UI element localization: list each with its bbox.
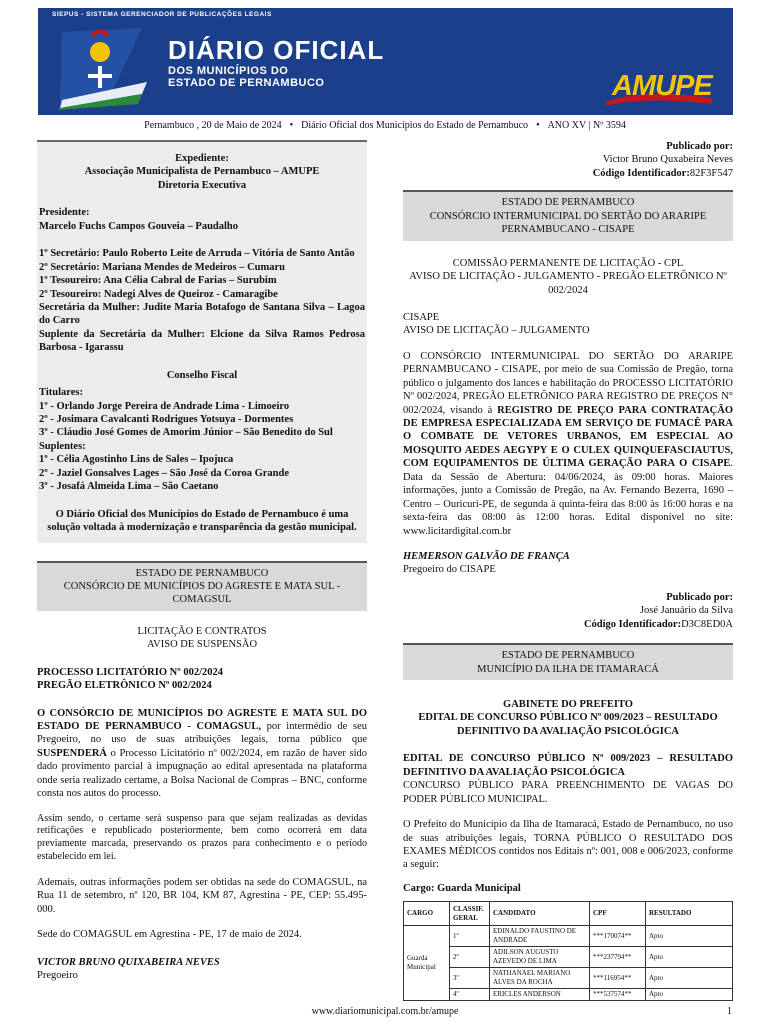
masthead-subtitle-line-2: ESTADO DE PERNAMBUCO	[168, 76, 325, 89]
council-holder: 2º - Josimara Cavalcanti Rodrigues Yotsuya - Dormentes	[39, 414, 294, 425]
table-header: CLASSIF. GERAL	[450, 902, 490, 926]
table-header: RESULTADO	[646, 902, 733, 926]
issue-separator: •	[536, 120, 540, 131]
cisape-subhead	[403, 311, 733, 338]
publisher-code-label: Código Identificador:	[592, 167, 690, 179]
mission-statement: O Diário Oficial dos Municípios do Estado de Pernambuco é uma solução voltada à modernização e transparência da gestão municipal.	[47, 508, 357, 534]
itamaraca-paragraph: O Prefeito do Município da Ilha de Itamaracá, Estado de Pernambuco, no uso de suas atribuições legais, TORNA PÚBLICO O RESULTADO DOS EXAMES MÉDICOS contidos nos Editais nº: 001, 008 e 006/2023, conforme a seguir:	[403, 819, 733, 871]
comagsul-p1-a: por intermédio de seu Pregoeiro, no uso de suas atribuições legais, torna público que	[37, 721, 367, 746]
cisape-subhead-1: CISAPE	[403, 311, 440, 323]
expediente-board: Diretoria Executiva	[157, 179, 247, 191]
cisape-entity: CONSÓRCIO INTERMUNICIPAL DO SERTÃO DO ARARIPE PERNAMBUCANO - CISAPE	[429, 210, 707, 236]
comagsul-signer: VICTOR BRUNO QUIXABEIRA NEVES	[37, 956, 220, 968]
cisape-headline-2: AVISO DE LICITAÇÃO - JULGAMENTO - PREGÃO ELETRÔNICO Nº 002/2024	[409, 271, 727, 296]
masthead-topline: SIEPUS - SISTEMA GERENCIADOR DE PUBLICAÇÕES LEGAIS	[52, 11, 272, 18]
expediente-title: Expediente:	[175, 153, 229, 164]
comagsul-auction: PREGÃO ELETRÔNICO Nº 002/2024	[37, 680, 212, 692]
table-cell: 3º	[450, 968, 490, 989]
comagsul-paragraph-3: Ademais, outras informações podem ser obtidas na sede do COMAGSUL, na Rua 11 de setembro, nº 120, BR 104, KM 87, Agrestina - PE, CEP: 55.495-000.	[37, 876, 367, 915]
comagsul-p1-b: o Processo Licitatório nº 002/2024, em razão de haver sido dado provimento parcial à impugnação ao edital apresentada na plataforma onde seria realizado certame, a Bolsa Nacional de Compras – BNC, conforme consta nos autos do processo.	[37, 747, 367, 800]
publisher-name: José Januário da Silva	[639, 605, 733, 617]
masthead-subtitle	[168, 66, 324, 89]
comagsul-section-2: AVISO DE SUSPENSÃO	[146, 639, 258, 651]
table-header: CANDIDATO	[490, 902, 590, 926]
itamaraca-state: ESTADO DE PERNAMBUCO	[501, 650, 635, 662]
substitutes-label: Suplentes:	[39, 440, 86, 452]
council-substitute: 1º - Célia Agostinho Lins de Sales – Ipojuca	[39, 454, 234, 466]
itamaraca-header	[403, 643, 733, 680]
board-member: 2º Tesoureiro: Nadegi Alves de Queiroz - Camaragibe	[39, 288, 278, 300]
board-member: Secretária da Mulher: Judite Maria Botafogo de Santana Silva – Lagoa do Carro	[39, 301, 365, 327]
board-member: Suplente da Secretária da Mulher: Elcione da Silva Ramos Pedrosa Barbosa - Igarassu	[39, 328, 365, 354]
issue-edition: ANO XV | Nº 3594	[547, 120, 626, 131]
publisher-name: Victor Bruno Quxabeira Neves	[602, 154, 733, 166]
council-title: Conselho Fiscal	[166, 369, 238, 381]
table-cell: ***116954**	[590, 968, 646, 989]
table-cell: 2º	[450, 947, 490, 968]
itamaraca-notice-title: EDITAL DE CONCURSO PÚBLICO Nº 009/2023 – RESULTADO DEFINITIVO DA AVALIAÇÃO PSICOLÓGICA	[403, 753, 733, 778]
masthead-banner	[38, 8, 733, 115]
comagsul-entity: CONSÓRCIO DE MUNICÍPIOS DO AGRESTE E MATA SUL - COMAGSUL	[63, 580, 341, 606]
council-substitute: 2º - Jaziel Gonsalves Lages – São José da Coroa Grande	[39, 467, 290, 479]
table-cell: ***237794**	[590, 947, 646, 968]
cargo-title: Cargo: Guarda Municipal	[403, 882, 521, 894]
cisape-header	[403, 190, 733, 240]
table-cell: ***170074**	[590, 926, 646, 947]
publisher-block-1	[403, 140, 733, 180]
table-header-row	[404, 902, 733, 926]
board-member: 1º Tesoureiro: Ana Célia Cabral de Farias – Surubim	[39, 275, 277, 287]
board-member: 1º Secretário: Paulo Roberto Leite de Arruda – Vitória de Santo Antão	[39, 248, 355, 260]
comagsul-header	[37, 561, 367, 611]
comagsul-paragraph-4: Sede do COMAGSUL em Agrestina - PE, 17 de maio de 2024.	[37, 929, 302, 941]
amupe-logo-text: AMUPE	[612, 70, 712, 102]
table-cell: ERICLES ANDERSON	[490, 988, 590, 1000]
issue-publication: Diário Oficial dos Municípios do Estado de Pernambuco	[301, 120, 529, 131]
president-label: Presidente:	[39, 207, 90, 219]
comagsul-state: ESTADO DE PERNAMBUCO	[135, 567, 269, 579]
publisher-code	[403, 167, 733, 180]
table-cell: ***537574**	[590, 988, 646, 1000]
cisape-body-a: O CONSÓRCIO INTERMUNICIPAL DO SERTÃO DO ARARIPE PERNAMBUCANO - CISAPE, por meio de sua Comissão de Pregão, torna público o julgamento dos lances e habilitação do PROCESSO LICITATÓRIO Nº 002/2024, PREGÃO ELETRÔNICO PARA REGISTRO DE PREÇOS N° 002/2024, visando à	[403, 350, 733, 416]
left-column	[37, 140, 367, 982]
cisape-headline-1: COMISSÃO PERMANENTE DE LICITAÇÃO - CPL	[452, 257, 684, 269]
itamaraca-headline-2: EDITAL DE CONCURSO PÚBLICO Nº 009/2023 – RESULTADO DEFINITIVO DA AVALIAÇÃO PSICOLÓGICA	[418, 712, 718, 737]
cisape-headline	[403, 257, 733, 297]
footer-url[interactable]: www.diariomunicipal.com.br/amupe	[311, 1006, 459, 1017]
table-cell: ADILSON AUGUSTO AZEVEDO DE LIMA	[490, 947, 590, 968]
council-holder: 3º - Cláudio José Gomes de Amorim Júnior – São Benedito do Sul	[39, 427, 333, 439]
table-header: CPF	[590, 902, 646, 926]
results-table	[403, 901, 733, 1001]
table-cell: 4º	[450, 988, 490, 1000]
itamaraca-notice-subtitle: CONCURSO PÚBLICO PARA PREENCHIMENTO DE VAGAS DO PODER PÚBLICO MUNICIPAL.	[403, 780, 733, 805]
table-row	[404, 988, 733, 1000]
publisher-code	[403, 618, 733, 631]
cisape-signer: HEMERSON GALVÃO DE FRANÇA	[403, 550, 570, 562]
publisher-label: Publicado por:	[666, 141, 733, 152]
holders-label: Titulares:	[39, 387, 83, 399]
comagsul-p1-bold: O CONSÓRCIO DE MUNICÍPIOS DO AGRESTE E MATA SUL DO ESTADO DE PERNAMBUCO - COMAGSUL,	[37, 707, 367, 732]
cisape-state: ESTADO DE PERNAMBUCO	[501, 197, 635, 209]
publisher-code-value: 82F3F547	[689, 167, 733, 179]
table-header: CARGO	[404, 902, 450, 926]
masthead-title: DIÁRIO OFICIAL	[168, 35, 385, 65]
issue-line	[0, 120, 770, 133]
table-cell: EDINALDO FAUSTINO DE ANDRADE	[490, 926, 590, 947]
table-cell: Apto	[646, 947, 733, 968]
expediente-box	[37, 140, 367, 543]
comagsul-signer-role: Pregoeiro	[37, 970, 78, 981]
cisape-body	[403, 350, 733, 538]
comagsul-paragraph-2: Assim sendo, o certame será suspenso para que sejam realizadas as devidas retificações e republicado posteriormente, bem como ocorrerá em data previamente marcada, preservando os prazos para conhecimento e o período estabelecido em lei.	[37, 812, 367, 863]
president-name: Marcelo Fuchs Campos Gouveia – Paudalho	[39, 220, 239, 232]
cisape-subhead-2: AVISO DE LICITAÇÃO – JULGAMENTO	[403, 325, 590, 337]
masthead-subtitle-line-1: DOS MUNICÍPIOS DO	[168, 65, 289, 77]
table-row	[404, 947, 733, 968]
right-column	[403, 140, 733, 1001]
itamaraca-notice	[403, 752, 733, 806]
comagsul-section	[37, 625, 367, 652]
table-row	[404, 968, 733, 989]
board-member: 2º Secretário: Mariana Mendes de Medeiros – Cumaru	[39, 261, 285, 273]
table-row	[404, 926, 733, 947]
cisape-body-b: . Data da Sessão de Abertura: 04/06/2024, às 09:00 horas. Maiores informações, junto a Comissão de Pregão, na Av. Fernando Bezerra, 1690 – Centro – Ouricuri-PE, de segunda à quinta-feira das 8:00 às 16:00 horas e na sexta-feira das 08:00 às 12:00 horas. Edital disponível no site: www.licitardigital.com.br	[403, 458, 733, 537]
issue-place-date: Pernambuco , 20 de Maio de 2024	[144, 120, 282, 131]
comagsul-section-1: LICITAÇÃO E CONTRATOS	[137, 625, 267, 637]
cisape-body-bold: REGISTRO DE PREÇO PARA CONTRATAÇÃO DE EMPRESA ESPECIALIZADA EM SERVIÇO DE FUMACÊ PARA O COMBATE DE VETORES URBANOS, EM ESPECIAL AO MOSQUITO AEDES AEGYPY E O CULEX QUINQUEFASCIAUTUS, COM EQUIPAMENTOS DE ÚLTIMA GERAÇÃO PARA O CISAPE	[403, 404, 733, 470]
table-cell: Apto	[646, 968, 733, 989]
table-cell: Apto	[646, 988, 733, 1000]
pernambuco-flag-icon	[52, 22, 182, 110]
expediente-org: Associação Municipalista de Pernambuco – AMUPE	[84, 166, 320, 178]
table-cell-cargo: Guarda Municipal	[404, 926, 450, 1001]
itamaraca-entity: MUNICÍPIO DA ILHA DE ITAMARACÁ	[477, 663, 659, 675]
council-holder: 1º - Orlando Jorge Pereira de Andrade Lima - Limoeiro	[39, 400, 290, 412]
table-cell: 1º	[450, 926, 490, 947]
issue-separator: •	[289, 120, 294, 131]
comagsul-p1-bold2: SUSPENDERÁ	[37, 747, 108, 759]
table-cell: Apto	[646, 926, 733, 947]
cisape-signer-role: Pregoeiro do CISAPE	[403, 564, 496, 576]
itamaraca-headline-1: GABINETE DO PREFEITO	[503, 699, 633, 710]
council-substitute: 3º - Josafá Almeida Lima – São Caetano	[39, 481, 219, 493]
table-cell: NATHANAEL MARIANO ALVES DA ROCHA	[490, 968, 590, 989]
publisher-code-value: D3C8ED0A	[681, 618, 733, 630]
page-number: 1	[727, 1006, 732, 1017]
publisher-code-label: Código Identificador:	[583, 618, 682, 630]
itamaraca-headline	[403, 698, 733, 738]
comagsul-process: PROCESSO LICITATÓRIO Nº 002/2024	[37, 666, 223, 678]
comagsul-paragraph-1	[37, 707, 367, 801]
publisher-label: Publicado por:	[666, 591, 733, 603]
publisher-block-2	[403, 591, 733, 631]
